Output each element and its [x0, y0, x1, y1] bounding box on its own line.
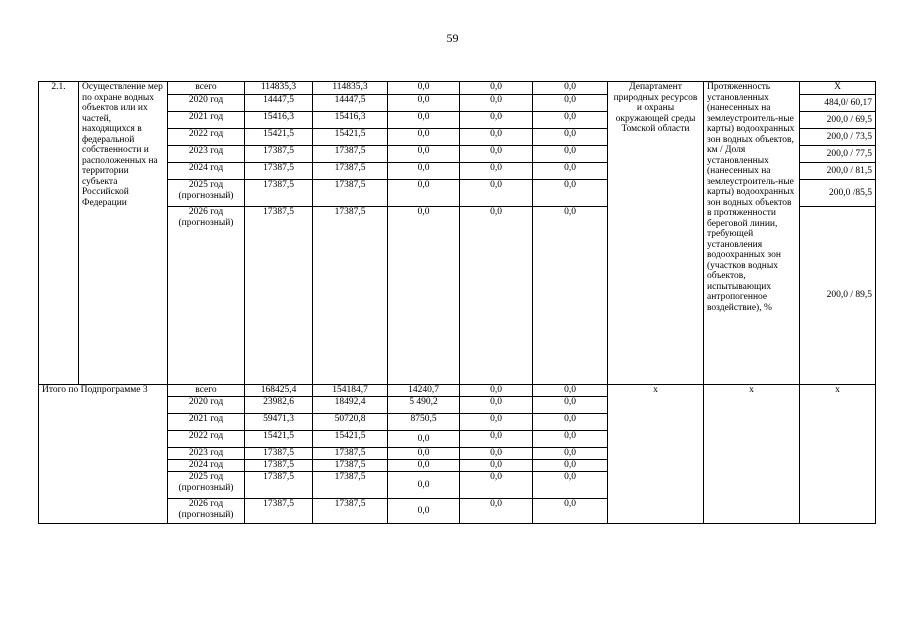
value-cell: 0,0 [388, 82, 460, 95]
value-cell: 15421,5 [313, 129, 388, 146]
value-cell: 0,0 [460, 397, 533, 414]
target-cell: 200,0 / 81,5 [800, 163, 876, 180]
value-cell: 17387,5 [313, 472, 388, 499]
value-cell: 0,0 [460, 95, 533, 112]
value-cell: 15421,5 [245, 129, 313, 146]
table-row [39, 385, 876, 397]
value-cell: 0,0 [460, 460, 533, 472]
value-cell: 0,0 [533, 460, 608, 472]
value-cell: 17387,5 [313, 499, 388, 524]
value-cell: 0,0 [388, 499, 460, 524]
period-cell: 2025 год (прогнозный) [168, 472, 245, 499]
value-cell: 5 490,2 [388, 397, 460, 414]
value-cell: 17387,5 [245, 207, 313, 385]
period-cell: 2024 год [168, 460, 245, 472]
value-cell: 0,0 [460, 499, 533, 524]
value-cell: 17387,5 [313, 146, 388, 163]
value-cell: 0,0 [388, 472, 460, 499]
value-cell: 0,0 [533, 112, 608, 129]
value-cell: 0,0 [460, 472, 533, 499]
department-cell: Департамент природных ресурсов и охраны окружающей среды Томской области [608, 82, 704, 385]
value-cell: 0,0 [460, 414, 533, 431]
value-cell: 17387,5 [245, 163, 313, 180]
value-cell: 0,0 [388, 207, 460, 385]
value-cell: 0,0 [388, 431, 460, 448]
value-cell: 0,0 [388, 460, 460, 472]
value-cell: 17387,5 [313, 180, 388, 207]
value-cell: 0,0 [388, 129, 460, 146]
value-cell: 0,0 [533, 180, 608, 207]
value-cell: 0,0 [460, 112, 533, 129]
value-cell: 168425,4 [245, 385, 313, 397]
value-cell: 23982,6 [245, 397, 313, 414]
value-cell: 17387,5 [313, 207, 388, 385]
value-cell: 0,0 [533, 414, 608, 431]
department-cell: х [608, 385, 704, 524]
value-cell: 114835,3 [313, 82, 388, 95]
value-cell: 14447,5 [245, 95, 313, 112]
target-cell: 484,0/ 60,17 [800, 95, 876, 112]
value-cell: 0,0 [388, 163, 460, 180]
value-cell: 0,0 [460, 146, 533, 163]
item-code: 2.1. [39, 82, 79, 385]
period-cell: 2025 год (прогнозный) [168, 180, 245, 207]
period-cell: 2026 год (прогнозный) [168, 499, 245, 524]
value-cell: 0,0 [533, 95, 608, 112]
value-cell: 59471,3 [245, 414, 313, 431]
value-cell: 17387,5 [313, 460, 388, 472]
value-cell: 0,0 [460, 385, 533, 397]
value-cell: 0,0 [460, 180, 533, 207]
value-cell: 17387,5 [245, 472, 313, 499]
period-cell: 2023 год [168, 448, 245, 460]
value-cell: 0,0 [533, 397, 608, 414]
value-cell: 17387,5 [245, 146, 313, 163]
value-cell: 0,0 [533, 163, 608, 180]
period-cell: 2020 год [168, 95, 245, 112]
value-cell: 0,0 [388, 448, 460, 460]
period-cell: всего [168, 385, 245, 397]
item-name: Осуществление мер по охране водных объектов или их частей, находящихся в федеральной собственности и расположенных на территории субъекта Российской Федерации [79, 82, 168, 385]
period-cell: 2022 год [168, 431, 245, 448]
period-cell: 2024 год [168, 163, 245, 180]
indicator-cell: Протяженность установленных (нанесенных на землеустроитель-ные карты) водоохранных зон водных объектов, км / Доля установленных (нанесенных на землеустроитель-ные карты) водоохранных зон водных объектов в протяженности береговой линии, требующей установления водоохранных зон (участков водных объектов, испытывающих антропогенное воздействие), % [704, 82, 800, 385]
target-cell: 200,0 / 73,5 [800, 129, 876, 146]
target-cell: 200,0 / 69,5 [800, 112, 876, 129]
value-cell: 0,0 [388, 112, 460, 129]
value-cell: 50720,8 [313, 414, 388, 431]
value-cell: 17387,5 [245, 180, 313, 207]
value-cell: 17387,5 [313, 448, 388, 460]
value-cell: 0,0 [533, 448, 608, 460]
table-row [39, 82, 876, 95]
value-cell: 17387,5 [245, 448, 313, 460]
value-cell: 0,0 [533, 207, 608, 385]
period-cell: всего [168, 82, 245, 95]
target-cell: 200,0 /85,5 [800, 180, 876, 207]
target-cell: 200,0 / 77,5 [800, 146, 876, 163]
value-cell: 154184,7 [313, 385, 388, 397]
value-cell: 0,0 [533, 499, 608, 524]
value-cell: 0,0 [533, 385, 608, 397]
page-number: 59 [446, 31, 459, 45]
value-cell: 0,0 [460, 207, 533, 385]
value-cell: 0,0 [533, 431, 608, 448]
value-cell: 15416,3 [313, 112, 388, 129]
target-cell: х [800, 385, 876, 524]
value-cell: 114835,3 [245, 82, 313, 95]
period-cell: 2026 год (прогнозный) [168, 207, 245, 385]
value-cell: 0,0 [388, 146, 460, 163]
value-cell: 0,0 [460, 129, 533, 146]
value-cell: 15421,5 [313, 431, 388, 448]
value-cell: 0,0 [460, 448, 533, 460]
budget-table [38, 81, 876, 524]
value-cell: 14240,7 [388, 385, 460, 397]
value-cell: 0,0 [533, 146, 608, 163]
value-cell: 17387,5 [245, 460, 313, 472]
total-label: Итого по Подпрограмме 3 [39, 385, 168, 524]
value-cell: 14447,5 [313, 95, 388, 112]
period-cell: 2022 год [168, 129, 245, 146]
period-cell: 2021 год [168, 112, 245, 129]
value-cell: 0,0 [533, 82, 608, 95]
value-cell: 8750,5 [388, 414, 460, 431]
value-cell: 0,0 [533, 129, 608, 146]
value-cell: 15421,5 [245, 431, 313, 448]
value-cell: 17387,5 [313, 163, 388, 180]
value-cell: 0,0 [460, 163, 533, 180]
value-cell: 0,0 [460, 431, 533, 448]
target-cell: Х [800, 82, 876, 95]
period-cell: 2023 год [168, 146, 245, 163]
period-cell: 2021 год [168, 414, 245, 431]
value-cell: 15416,3 [245, 112, 313, 129]
value-cell: 0,0 [388, 95, 460, 112]
target-cell: 200,0 / 89,5 [800, 207, 876, 385]
period-cell: 2020 год [168, 397, 245, 414]
value-cell: 0,0 [460, 82, 533, 95]
indicator-cell: х [704, 385, 800, 524]
value-cell: 0,0 [533, 472, 608, 499]
value-cell: 0,0 [388, 180, 460, 207]
value-cell: 18492,4 [313, 397, 388, 414]
value-cell: 17387,5 [245, 499, 313, 524]
